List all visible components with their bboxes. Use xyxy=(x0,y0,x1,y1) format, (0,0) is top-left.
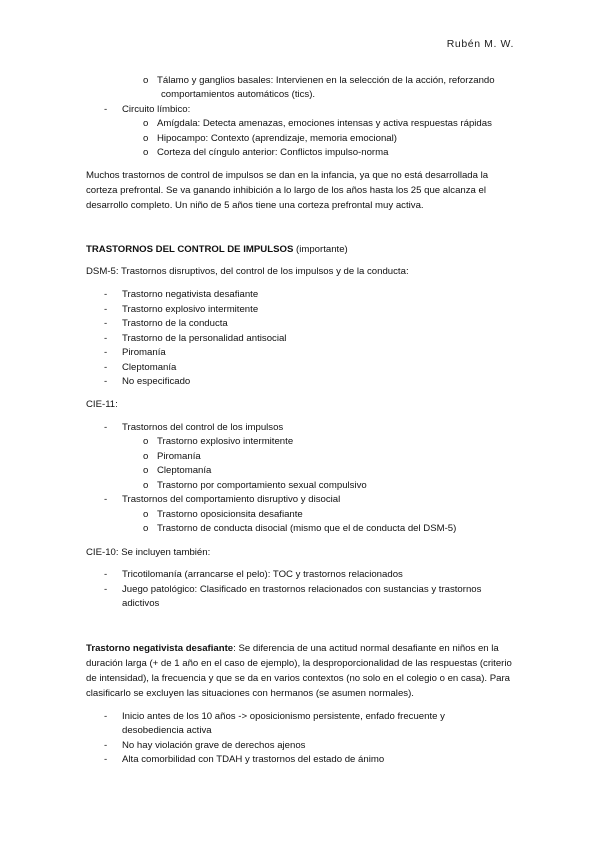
list-item-continuation: adictivos xyxy=(122,598,160,609)
cie10-intro: CIE-10: Se incluyen también: xyxy=(86,547,211,558)
list-item-continuation: desobediencia activa xyxy=(122,725,212,736)
list-item-continuation: comportamientos automáticos (tics). xyxy=(161,89,316,100)
dsm5-intro: DSM-5: Trastornos disruptivos, del control de los impulsos y de la conducta: xyxy=(86,266,409,277)
document-page: Rubén M. W. o Tálamo y ganglios basales: Intervienen en la selección de la acción, reforzando comportamientos automáticos (tics). - Circuito límbico: o Amígdala: Detecta amenazas, emociones intensas y activa respuestas rápidas o Hipocampo: Contexto (aprendizaje, memoria emocional) o Corteza del cíngulo anterior: Conflictos impulso-norma Muchos trastornos de control de impulsos se dan en la infancia, ya que no está desarrollada la corteza prefrontal. Se va ganando inhibición a lo largo de los años hasta los 25 que alcanza el desarrollo completo. Un niño de 5 años tiene una corteza prefrontal muy activa. TRASTORNOS DEL CONTROL DE IMPULSOS (importante) DSM-5: Trastornos disruptivos, del control de los impulsos y de la conducta: - Trastorno negativista desafiante - Trastorno explosivo intermitente - Trastorno de la conducta - Trastorno de la personalidad antisocial - Piromanía - Cleptomanía - No especificado CIE-11: - Trastornos del control de los impulsos o Trastorno explosivo intermitente o Piromanía o Cleptomanía o Trastorno por comportamiento sexual compulsivo - Trastornos del comportamiento disruptivo y disocial o Trastorno oposicionsita desafiante o Trastorno de conducta disocial (mismo que el de conducta del DSM-5) CIE-10: Se incluyen también: - Tricotilomanía (arrancarse el pelo): TOC y trastornos relacionados - Juego patológico: Clasificado en trastornos relacionados con sustancias y trastornos adictivos Trastorno negativista desafiante: Se diferencia de una actitud normal desafiante en niños en la duración larga (+ de 1 año en el caso de ejemplo), la desproporcionalidad de las respuestas (criterio de intensidad), la frecuencia y que se da en varios contextos (no solo en el colegio o en casa). Para clasificarlo se excluyen las situaciones con hermanos (se asumen normales). - Inicio antes de los 10 años -> oposicionismo persistente, enfado frecuente y desobediencia activa - No hay violación grave de derechos ajenos - Alta comorbilidad con TDAH y trastornos del estado de ánimo xyxy=(86,38,514,765)
page-header-author: Rubén M. W. xyxy=(446,38,514,50)
cie11-intro: CIE-11: xyxy=(86,399,118,410)
paragraph-tnd: Trastorno negativista desafiante: Se diferencia de una actitud normal desafiante en niños en la duración larga (+ de 1 año en el caso de ejemplo), la desproporcionalidad de las respuestas (criterio de intensidad), la frecuencia y que se da en varios contextos (no solo en el colegio o en casa). Para clasificarlo se excluyen las situaciones con hermanos (se asumen normales). xyxy=(86,643,512,699)
paragraph-prefrontal: Muchos trastornos de control de impulsos se dan en la infancia, ya que no está desarrollada la corteza prefrontal. Se va ganando inhibición a lo largo de los años hasta los 25 que alcanza el desarrollo completo. Un niño de 5 años tiene una corteza prefrontal muy activa. xyxy=(86,170,489,211)
section-heading: TRASTORNOS DEL CONTROL DE IMPULSOS (importante) xyxy=(86,244,348,255)
